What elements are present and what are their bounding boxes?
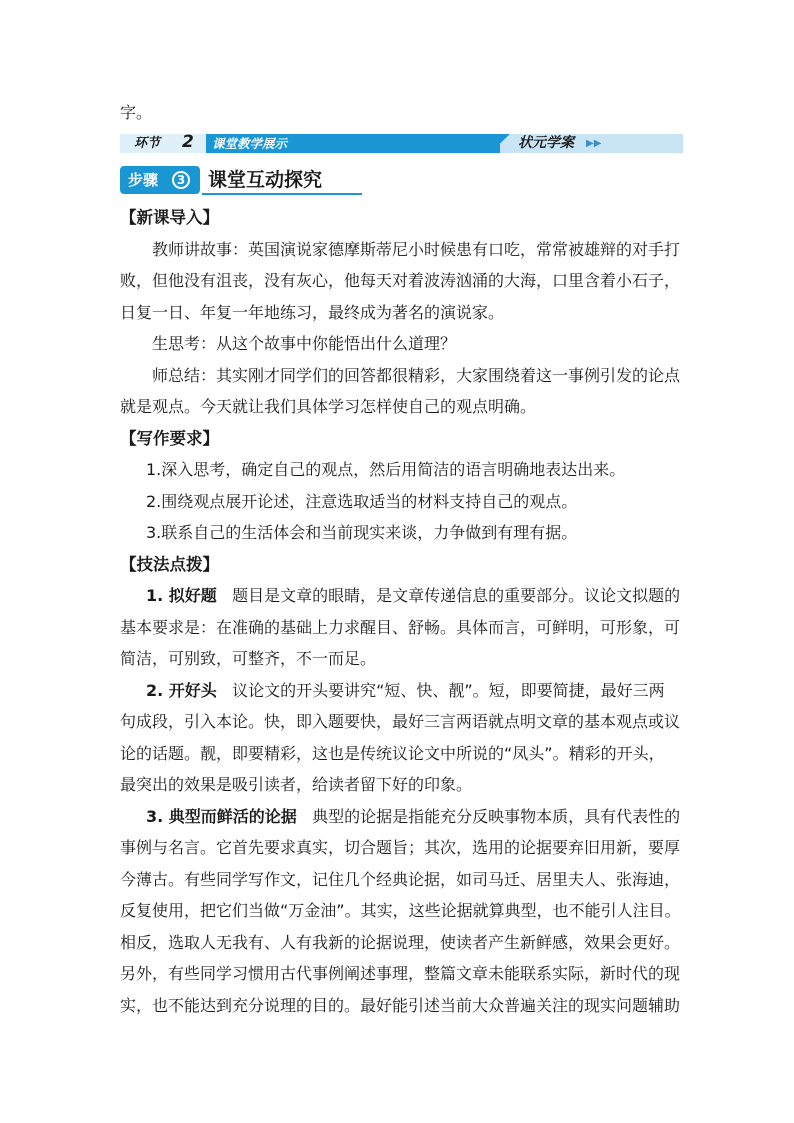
banner-slant xyxy=(490,134,510,153)
tip-line: 相反，选取人无我有、人有我新的论据说理，使读者产生新鲜感，效果会更好。 xyxy=(120,932,681,952)
tip-line xyxy=(120,580,683,612)
intro-line: 就是观点。今天就让我们具体学习怎样使自己的观点明确。 xyxy=(120,397,537,416)
tip-text: 典型的论据是指能充分反映事物本质，具有代表性的 xyxy=(312,806,681,826)
double-arrow-icon: ▶▶ xyxy=(586,138,602,149)
intro-line: 生思考：从这个故事中你能悟出什么道理？ xyxy=(152,334,457,353)
step-header xyxy=(120,166,360,194)
section-heading-intro: 【新课导入】 xyxy=(120,208,219,227)
requirement-item: 1.深入思考，确定自己的观点，然后用简洁的语言明确地表达出来。 xyxy=(146,460,626,479)
requirement-item: 2.围绕观点展开论述，注意选取适当的材料支持自己的观点。 xyxy=(146,491,578,511)
step-number: 3 xyxy=(172,171,190,189)
tip-line: 简洁，可别致，可整齐，不一而足。 xyxy=(120,649,377,668)
tip-line xyxy=(120,675,683,707)
main-content xyxy=(120,202,683,1021)
tip-line: 基本要求是：在准确的基础上力求醒目、舒畅。具体而言，可鲜明，可形象，可 xyxy=(120,617,681,637)
banner-brand: 状元学案 xyxy=(518,135,574,151)
banner-number: 2 xyxy=(182,132,194,152)
step-title: 课堂互动探究 xyxy=(208,169,323,191)
intro-line: 日复一日、年复一年地练习，最终成为著名的演说家。 xyxy=(120,302,505,322)
tip-lead: 2. 开好头 xyxy=(146,680,217,700)
tip-line: 句成段，引入本论。快，即入题要快，最好三言两语就点明文章的基本观点或议 xyxy=(120,712,681,731)
banner-label: 环节 xyxy=(134,136,161,151)
tip-line: 论的话题。靓，即要精彩，这也是传统议论文中所说的“凤头”。精彩的开头， xyxy=(120,743,665,763)
step-underline xyxy=(202,193,362,195)
intro-line: 败，但他没有沮丧，没有灰心，他每天对着波涛汹涌的大海，口里含着小石子， xyxy=(120,271,681,290)
top-fragment: 字。 xyxy=(120,103,153,122)
tip-line: 最突出的效果是吸引读者，给读者留下好的印象。 xyxy=(120,775,473,794)
section-banner xyxy=(120,134,683,153)
step-label: 步骤 xyxy=(128,171,159,189)
tip-line: 事例与名言。它首先要求真实，切合题旨；其次，选用的论据要弃旧用新，要厚 xyxy=(120,838,681,857)
tip-text: 议论文的开头要讲究“短、快、靓”。短，即要简捷，最好三两 xyxy=(232,680,665,700)
tip-lead: 1. 拟好题 xyxy=(146,586,217,605)
section-heading-tips: 【技法点拨】 xyxy=(120,554,219,574)
tip-line: 另外，有些同学习惯用古代事例阐述事理，整篇文章未能联系实际，新时代的现 xyxy=(120,964,681,983)
tip-text: 题目是文章的眼睛，是文章传递信息的重要部分。议论文拟题的 xyxy=(232,586,681,605)
banner-title: 课堂教学展示 xyxy=(212,136,288,151)
section-heading-requirements: 【写作要求】 xyxy=(120,428,219,448)
requirement-item: 3.联系自己的生活体会和当前现实来谈，力争做到有理有据。 xyxy=(146,523,578,542)
tip-lead: 3. 典型而鲜活的论据 xyxy=(146,806,297,826)
page-body xyxy=(120,97,683,129)
tip-line: 实，也不能达到充分说理的目的。最好能引述当前大众普遍关注的现实问题辅助 xyxy=(120,995,681,1015)
intro-line: 师总结：其实刚才同学们的回答都很精彩，大家围绕着这一事例引发的论点 xyxy=(152,365,681,385)
tip-line: 反复使用，把它们当做“万金油”。其实，这些论据就算典型，也不能引人注目。 xyxy=(120,901,681,920)
intro-line: 教师讲故事：英国演说家德摩斯蒂尼小时候患有口吃，常常被雄辩的对手打 xyxy=(152,239,681,259)
tip-line xyxy=(120,801,683,833)
tip-line: 今薄古。有些同学写作文，记住几个经典论据，如司马迁、居里夫人、张海迪， xyxy=(120,869,681,889)
